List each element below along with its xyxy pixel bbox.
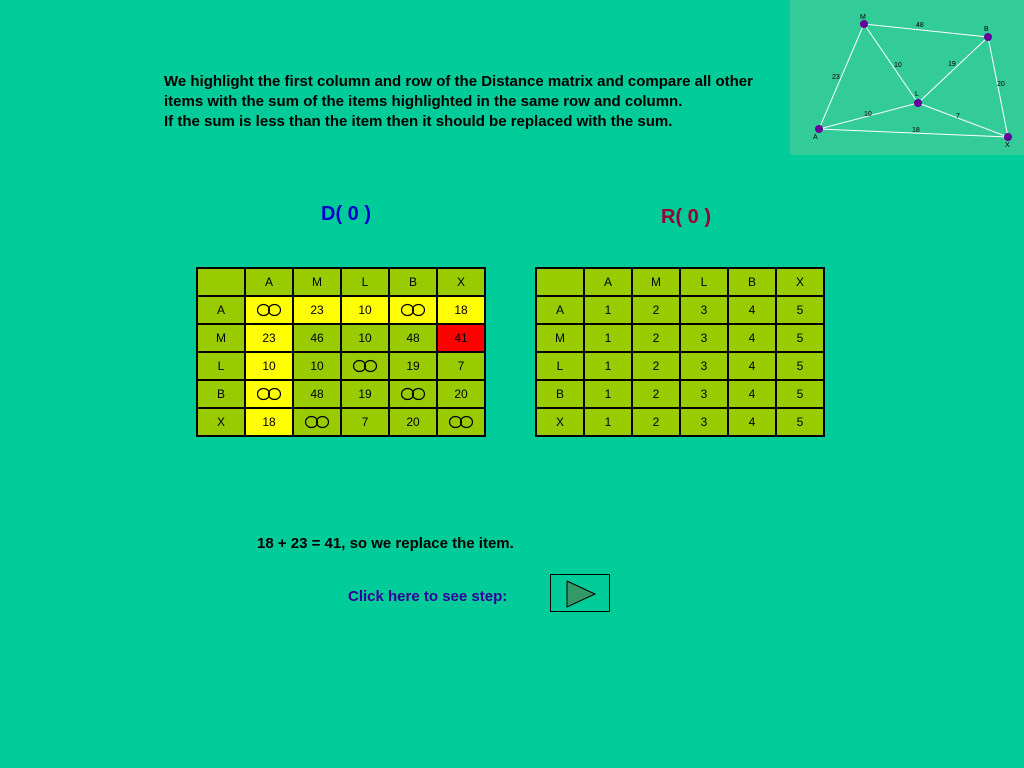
matrix-row — [536, 296, 824, 324]
matrix-cell: 20 — [437, 380, 485, 408]
graph-edge-weight-L-X: 7 — [956, 113, 960, 120]
graph-node-label-A: A — [813, 134, 818, 141]
row-header: X — [197, 408, 245, 436]
row-header: M — [536, 324, 584, 352]
distance-matrix — [196, 267, 486, 437]
matrix-cell: 7 — [341, 408, 389, 436]
column-header: X — [437, 268, 485, 296]
graph-edge-weight-M-L: 10 — [894, 62, 902, 69]
matrix-cell: 18 — [437, 296, 485, 324]
matrix-cell: 5 — [776, 408, 824, 436]
matrix-cell: 5 — [776, 380, 824, 408]
matrix-corner-cell — [197, 268, 245, 296]
graph-svg — [790, 0, 1024, 155]
graph-edge-M-A — [819, 24, 864, 129]
matrix-cell — [245, 380, 293, 408]
graph-node-label-M: M — [860, 14, 866, 21]
instructions-line-2: If the sum is less than the item then it should be replaced with the sum. — [164, 113, 673, 130]
row-header: B — [197, 380, 245, 408]
graph-edge-weight-L-A: 10 — [864, 111, 872, 118]
matrix-cell: 4 — [728, 380, 776, 408]
row-header: A — [197, 296, 245, 324]
matrix-cell: 4 — [728, 352, 776, 380]
matrix-cell: 1 — [584, 324, 632, 352]
matrix-cell: 4 — [728, 296, 776, 324]
matrix-cell: 10 — [293, 352, 341, 380]
click-prompt: Click here to see step: — [348, 588, 508, 605]
graph-edge-M-B — [864, 24, 988, 37]
matrix-cell: 4 — [728, 408, 776, 436]
column-header: L — [341, 268, 389, 296]
matrix-cell: 23 — [293, 296, 341, 324]
graph-node-label-L: L — [915, 91, 919, 98]
matrix-cell: 2 — [632, 352, 680, 380]
matrix-cell: 7 — [437, 352, 485, 380]
matrix-cell: 10 — [245, 352, 293, 380]
infinity-icon — [304, 415, 330, 429]
graph-edge-weight-M-A: 23 — [832, 74, 840, 81]
matrix-cell: 10 — [341, 324, 389, 352]
matrix-cell: 48 — [293, 380, 341, 408]
matrix-cell — [389, 380, 437, 408]
instructions-text — [164, 72, 774, 132]
matrix-cell — [293, 408, 341, 436]
next-step-button[interactable] — [550, 574, 610, 612]
column-header: A — [245, 268, 293, 296]
play-triangle-icon — [565, 579, 597, 609]
matrix-cell: 3 — [680, 408, 728, 436]
column-header: A — [584, 268, 632, 296]
column-header: B — [389, 268, 437, 296]
matrix-row — [536, 380, 824, 408]
matrix-row — [197, 324, 485, 352]
graph-edge-weight-B-L: 19 — [948, 61, 956, 68]
infinity-icon — [400, 303, 426, 317]
matrix-header-row — [197, 268, 485, 296]
explanation-text: 18 + 23 = 41, so we replace the item. — [257, 535, 514, 552]
matrix-row — [536, 324, 824, 352]
matrix-row — [197, 352, 485, 380]
graph-edge-weight-A-X: 18 — [912, 127, 920, 134]
graph-node-M — [860, 20, 868, 28]
graph-node-label-B: B — [984, 26, 989, 33]
column-header: M — [293, 268, 341, 296]
matrix-cell: 48 — [389, 324, 437, 352]
graph-edge-L-X — [918, 103, 1008, 137]
matrix-row — [197, 408, 485, 436]
matrix-header-row — [536, 268, 824, 296]
matrix-cell: 46 — [293, 324, 341, 352]
matrix-cell: 1 — [584, 296, 632, 324]
matrix-cell — [245, 296, 293, 324]
infinity-icon — [448, 415, 474, 429]
matrix-row — [536, 352, 824, 380]
matrix-cell: 20 — [389, 408, 437, 436]
matrix-cell: 4 — [728, 324, 776, 352]
graph-node-X — [1004, 133, 1012, 141]
matrix-cell: 1 — [584, 380, 632, 408]
row-header: B — [536, 380, 584, 408]
column-header: M — [632, 268, 680, 296]
matrix-cell: 41 — [437, 324, 485, 352]
matrix-row — [536, 408, 824, 436]
graph-node-A — [815, 125, 823, 133]
instructions-line-1: We highlight the first column and row of the Distance matrix and compare all other items with the sum of the items highlighted in the same row and column. — [164, 73, 753, 110]
matrix-cell: 23 — [245, 324, 293, 352]
matrix-cell: 5 — [776, 296, 824, 324]
matrix-cell: 2 — [632, 408, 680, 436]
matrix-cell: 5 — [776, 352, 824, 380]
row-header: L — [197, 352, 245, 380]
matrix-corner-cell — [536, 268, 584, 296]
graph-node-B — [984, 33, 992, 41]
graph-diagram — [790, 0, 1024, 155]
matrix-cell: 3 — [680, 380, 728, 408]
column-header: X — [776, 268, 824, 296]
matrix-cell — [437, 408, 485, 436]
infinity-icon — [256, 303, 282, 317]
matrix-cell: 3 — [680, 352, 728, 380]
row-header: M — [197, 324, 245, 352]
matrix-cell: 2 — [632, 324, 680, 352]
infinity-icon — [400, 387, 426, 401]
d-matrix-title: D( 0 ) — [321, 203, 371, 225]
matrix-row — [197, 380, 485, 408]
matrix-cell: 2 — [632, 380, 680, 408]
matrix-cell: 5 — [776, 324, 824, 352]
matrix-cell: 10 — [341, 296, 389, 324]
matrix-cell: 19 — [341, 380, 389, 408]
graph-edge-weight-B-X: 20 — [997, 81, 1005, 88]
route-matrix — [535, 267, 825, 437]
infinity-icon — [256, 387, 282, 401]
graph-edge-M-L — [864, 24, 918, 103]
matrix-cell: 3 — [680, 324, 728, 352]
matrix-cell: 19 — [389, 352, 437, 380]
matrix-cell: 2 — [632, 296, 680, 324]
r-matrix-title: R( 0 ) — [661, 206, 711, 228]
graph-node-L — [914, 99, 922, 107]
graph-edge-B-L — [918, 37, 988, 103]
matrix-cell: 1 — [584, 352, 632, 380]
column-header: B — [728, 268, 776, 296]
matrix-cell: 1 — [584, 408, 632, 436]
matrix-row — [197, 296, 485, 324]
matrix-cell: 3 — [680, 296, 728, 324]
infinity-icon — [352, 359, 378, 373]
matrix-cell: 18 — [245, 408, 293, 436]
row-header: X — [536, 408, 584, 436]
graph-edge-weight-M-B: 48 — [916, 22, 924, 29]
graph-node-label-X: X — [1005, 142, 1010, 149]
matrix-cell — [341, 352, 389, 380]
row-header: L — [536, 352, 584, 380]
column-header: L — [680, 268, 728, 296]
matrix-cell — [389, 296, 437, 324]
row-header: A — [536, 296, 584, 324]
